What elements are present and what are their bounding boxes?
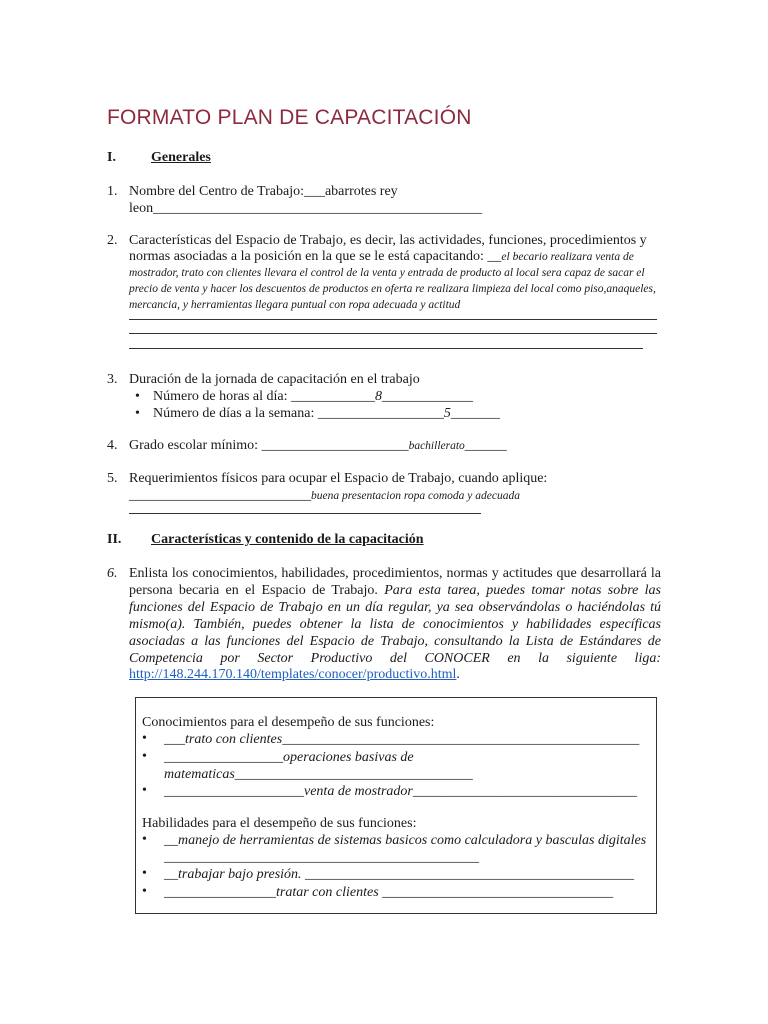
item-2-prompt: normas asociadas a la posición en la que se le está capacitando: __ — [129, 249, 502, 264]
item-number: 4. — [107, 438, 118, 453]
hours-value: 8 — [375, 389, 383, 404]
days-value: 5 — [443, 406, 451, 421]
item-4-value: bachillerato — [408, 440, 465, 452]
item-5-answer-line — [129, 487, 657, 505]
skills-title: Habilidades para el desempeño de sus funciones: — [142, 816, 417, 831]
item-body — [129, 437, 657, 455]
knowledge-item-2a: _________________operaciones basivas de — [164, 750, 414, 765]
item-1-centro-trabajo — [107, 183, 667, 219]
item-6-link-line — [129, 666, 661, 683]
item-6-intro: Enlista los conocimientos, habilidades, procedimientos, normas y actitudes que desarrollará la persona becaria en el Espacio de Trabajo. — [129, 566, 661, 598]
competencias-box — [135, 697, 657, 914]
days-tail: _______ — [450, 406, 500, 421]
days-label: Número de días a la semana: __________________ — [153, 406, 444, 421]
conocer-link[interactable]: http://148.244.170.140/templates/conocer/productivo.html — [129, 667, 457, 682]
bullet-icon: • — [142, 866, 147, 881]
bullet-icon: • — [142, 783, 147, 798]
blank-line — [129, 319, 657, 320]
item-5-text: Requerimientos físicos para ocupar el Espacio de Trabajo, cuando aplique: — [129, 471, 548, 486]
link-period: . — [456, 667, 460, 682]
knowledge-item-2b: matematicas__________________________________ — [164, 767, 473, 782]
item-body — [129, 470, 657, 505]
skill-item-1b: _____________________________________________ — [164, 850, 479, 865]
item-number: 1. — [107, 184, 118, 199]
bullet-icon: • — [142, 832, 147, 847]
bullet-icon: • — [142, 884, 147, 899]
item-4-label: Grado escolar mínimo: _____________________ — [129, 438, 409, 453]
section-label: Características y contenido de la capacitación — [151, 532, 424, 547]
section-number: I. — [107, 150, 116, 165]
item-4-tail: ______ — [464, 438, 507, 453]
item-body — [129, 183, 657, 217]
knowledge-item-3: ____________________venta de mostrador________________________________ — [164, 784, 637, 799]
item-6-instructions: Para esta tarea, puedes tomar notas sobre las funciones del Espacio de Trabajo en un día regular, ya sea observándolas o haciéndolas tú mismo(a). También, puedes obtener la lista de conocimientos y habilidades específicas asociadas a las funciones del Espacio de Trabajo, consultando la Lista de Estándares de Competencia por Sector Productivo del CONOCER en la siguiente liga: — [129, 583, 661, 666]
item-2-handwritten-answer: el becario realizara venta de mostrador, trato con clientes llevara el control de la venta y entrada de producto al local sera capaz de sacar el precio de venta y hacer los descuentos de productos en oferta re realizara limpieza del local como piso,anaqueles, mercancia, y herramientas llegara puntual con ropa adecuada y actitud — [129, 251, 656, 311]
hours-label: Número de horas al día: ____________ — [153, 389, 376, 404]
item-number: 2. — [107, 233, 118, 248]
item-3-text: Duración de la jornada de capacitación en el trabajo — [129, 372, 420, 387]
item-6-conocimientos-intro — [107, 565, 667, 685]
item-2-line-1: Características del Espacio de Trabajo, es decir, las actividades, funciones, procedimientos y — [129, 233, 647, 248]
knowledge-title: Conocimientos para el desempeño de sus funciones: — [142, 715, 435, 730]
hours-per-day — [129, 388, 657, 405]
item-body — [129, 371, 657, 422]
days-per-week — [129, 405, 657, 422]
skill-item-1a: __manejo de herramientas de sistemas basicos como calculadora y basculas digitales — [164, 833, 647, 848]
item-2-answer-block — [129, 249, 659, 313]
item-body — [129, 232, 659, 313]
skill-item-3: ________________tratar con clientes _________________________________ — [164, 885, 614, 900]
item-1-line-2: leon_______________________________________________ — [129, 201, 483, 216]
section-heading-generales — [107, 150, 507, 168]
item-1-line-1: Nombre del Centro de Trabajo:___abarrotes rey — [129, 184, 398, 199]
section-number: II. — [107, 532, 122, 547]
item-number: 6. — [107, 566, 118, 581]
hours-tail: _____________ — [382, 389, 474, 404]
blank-line — [129, 513, 481, 514]
item-5-prefix: __________________________ — [129, 488, 311, 503]
blank-line — [129, 333, 657, 334]
knowledge-item-1: ___trato con clientes___________________________________________________ — [164, 732, 640, 747]
bullet-icon: • — [142, 731, 147, 746]
item-number: 5. — [107, 471, 118, 486]
section-heading-contenido — [107, 532, 607, 550]
item-5-requerimientos — [107, 470, 667, 518]
item-3-duracion — [107, 371, 667, 426]
blank-line — [129, 348, 643, 349]
item-2-caracteristicas — [107, 232, 667, 357]
bullet-icon: • — [142, 749, 147, 764]
section-label: Generales — [151, 150, 211, 165]
document-title: FORMATO PLAN DE CAPACITACIÓN — [107, 106, 472, 129]
item-5-value: buena presentacion ropa comoda y adecuada — [311, 490, 520, 502]
skill-item-2: __trabajar bajo presión. _______________________________________________ — [164, 867, 635, 882]
item-4-grado-escolar — [107, 437, 667, 455]
item-6-paragraph — [129, 565, 661, 667]
item-3-bullet-list — [129, 388, 657, 422]
item-number: 3. — [107, 372, 118, 387]
